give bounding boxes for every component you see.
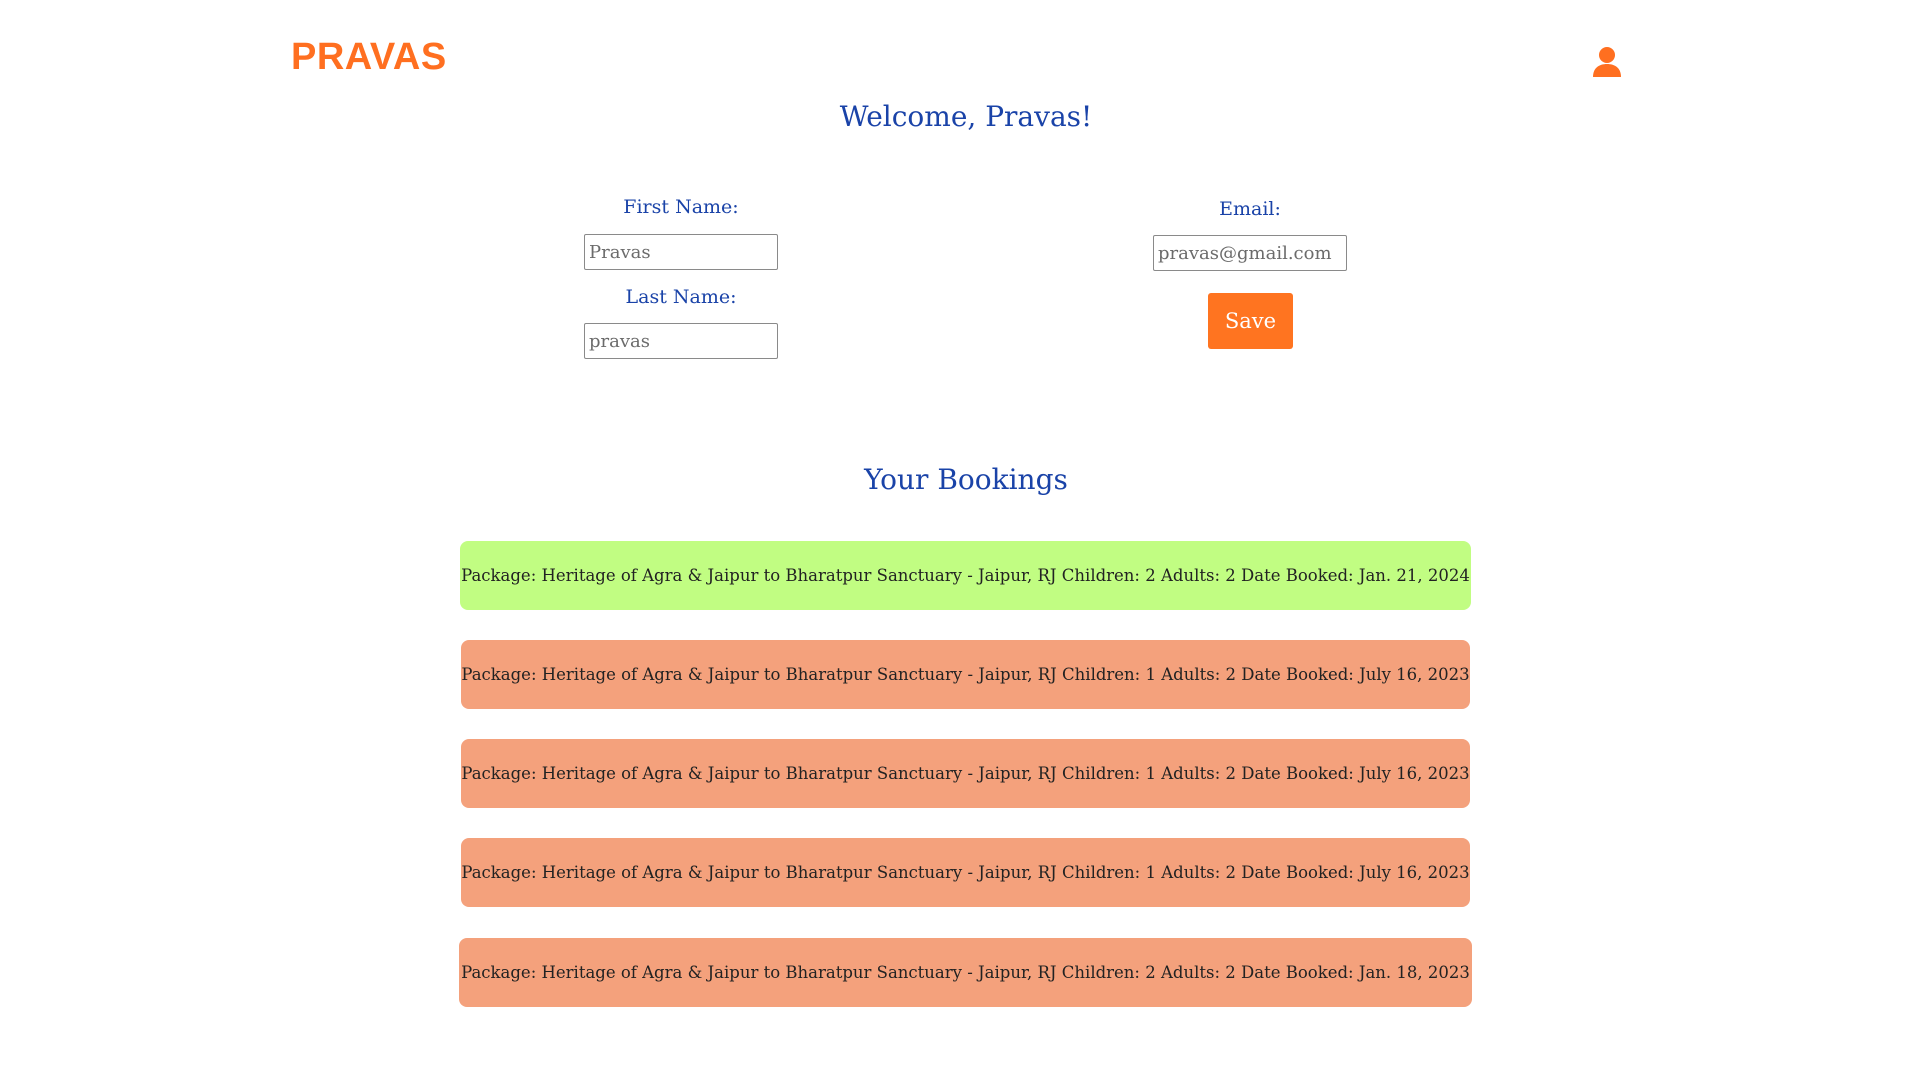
user-icon-graphic: [1592, 46, 1622, 78]
last-name-label: Last Name:: [625, 286, 737, 308]
first-name-input[interactable]: [584, 234, 778, 270]
booking-item[interactable]: Package: Heritage of Agra & Jaipur to Bharatpur Sanctuary - Jaipur, RJ Children: 1 Adults: 2 Date Booked: July 16, 2023: [461, 640, 1470, 709]
email-input[interactable]: [1153, 235, 1347, 271]
last-name-input[interactable]: [584, 323, 778, 359]
email-label: Email:: [1219, 198, 1281, 220]
booking-item[interactable]: Package: Heritage of Agra & Jaipur to Bharatpur Sanctuary - Jaipur, RJ Children: 2 Adults: 2 Date Booked: Jan. 18, 2023: [459, 938, 1472, 1007]
booking-item[interactable]: Package: Heritage of Agra & Jaipur to Bharatpur Sanctuary - Jaipur, RJ Children: 2 Adults: 2 Date Booked: Jan. 21, 2024: [460, 541, 1471, 610]
booking-item[interactable]: Package: Heritage of Agra & Jaipur to Bharatpur Sanctuary - Jaipur, RJ Children: 1 Adults: 2 Date Booked: July 16, 2023: [461, 739, 1470, 808]
bookings-heading: Your Bookings: [864, 463, 1068, 496]
user-icon[interactable]: [1592, 46, 1622, 78]
save-button[interactable]: Save: [1208, 293, 1293, 349]
booking-item[interactable]: Package: Heritage of Agra & Jaipur to Bharatpur Sanctuary - Jaipur, RJ Children: 1 Adults: 2 Date Booked: July 16, 2023: [461, 838, 1470, 907]
welcome-heading: Welcome, Pravas!: [839, 100, 1093, 133]
first-name-label: First Name:: [623, 196, 739, 218]
brand-logo[interactable]: PRAVAS: [291, 36, 447, 78]
